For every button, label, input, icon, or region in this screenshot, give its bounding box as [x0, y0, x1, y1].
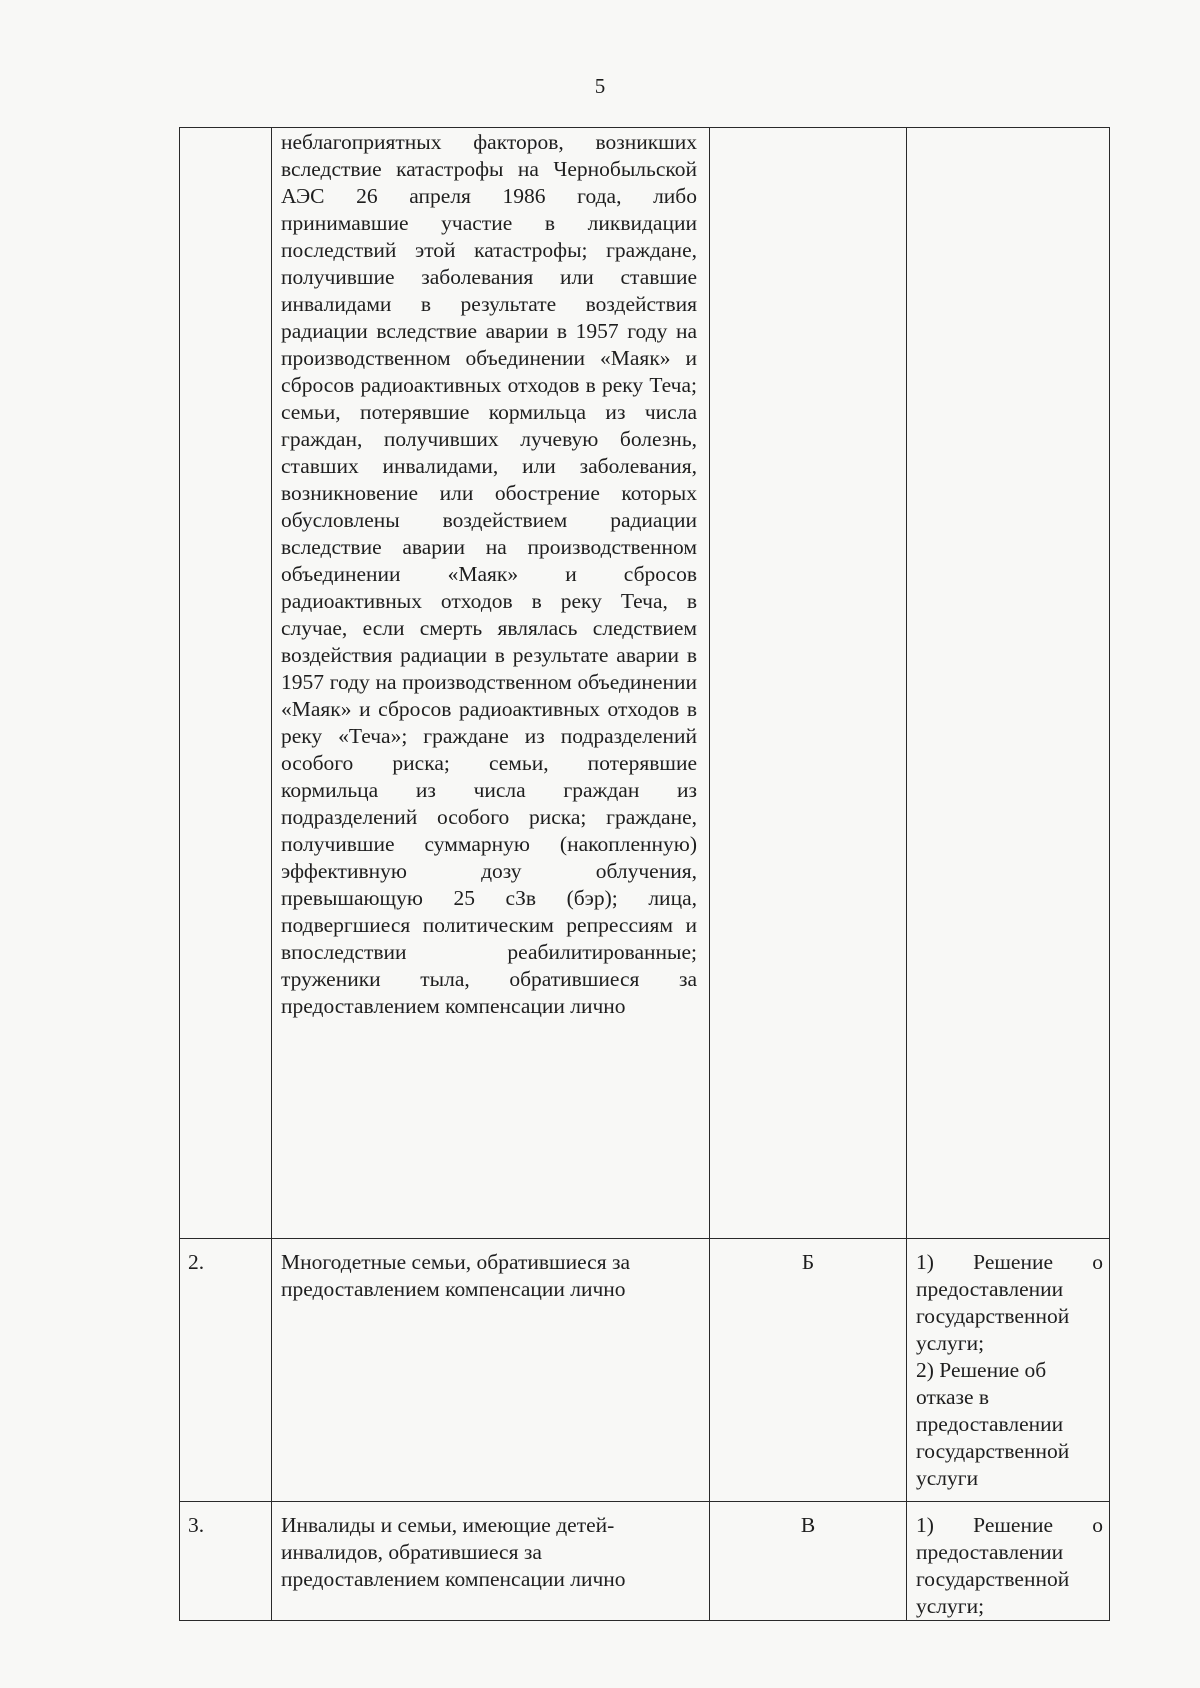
table-row: [180, 1239, 1110, 1502]
page-number: 5: [594, 74, 606, 98]
table-row: [180, 128, 1110, 1239]
category-cell: [710, 128, 907, 1239]
table-row: [180, 1502, 1110, 1621]
category-cell: В: [710, 1502, 907, 1621]
category-cell: Б: [710, 1239, 907, 1502]
result-cell: [907, 128, 1110, 1239]
applicant-description-cell: Многодетные семьи, обратившиеся за предоставлением компенсации лично: [272, 1239, 710, 1502]
row-number-cell: 2.: [180, 1239, 272, 1502]
row-number-cell: [180, 128, 272, 1239]
result-cell: [907, 1502, 1110, 1621]
result-item: 1) Решение о предоставлении государственной услуги;: [916, 1250, 1103, 1355]
result-cell: [907, 1239, 1110, 1502]
services-table: [179, 127, 1110, 1621]
applicant-description-cell: неблагоприятных факторов, возникших вследствие катастрофы на Чернобыльской АЭС 26 апреля 1986 года, либо принимавшие участие в ликвидации последствий этой катастрофы; граждане, получившие заболевания или ставшие инвалидами в результате воздействия радиации вследствие аварии в 1957 году на производственном объединении «Маяк» и сбросов радиоактивных отходов в реку Теча; семьи, потерявшие кормильца из числа граждан, получивших лучевую болезнь, ставших инвалидами, или заболевания, возникновение или обострение которых обусловлены воздействием радиации вследствие аварии на производственном объединении «Маяк» и сбросов радиоактивных отходов в реку Теча, в случае, если смерть являлась следствием воздействия радиации в результате аварии в 1957 году на производственном объединении «Маяк» и сбросов радиоактивных отходов в реку «Теча»; граждане из подразделений особого риска; семьи, потерявшие кормильца из числа граждан из подразделений особого риска; граждане, получившие суммарную (накопленную) эффективную дозу облучения, превышающую 25 сЗв (бэр); лица, подвергшиеся политическим репрессиям и впоследствии реабилитированные; труженики тыла, обратившиеся за предоставлением компенсации лично: [272, 128, 710, 1239]
result-item: 1) Решение о предоставлении государственной услуги;: [916, 1513, 1103, 1618]
applicant-description-cell: Инвалиды и семьи, имеющие детей-инвалидов, обратившиеся за предоставлением компенсации лично: [272, 1502, 710, 1621]
result-item: 2) Решение об отказе в предоставлении государственной услуги: [916, 1358, 1070, 1490]
row-number-cell: 3.: [180, 1502, 272, 1621]
